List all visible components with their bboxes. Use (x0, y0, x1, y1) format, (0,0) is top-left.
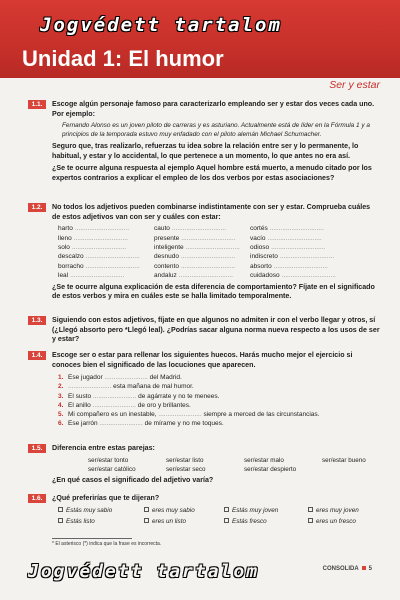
adjective-item: lleno ..... (58, 235, 154, 242)
option-item (224, 507, 308, 515)
item-number: 3. (58, 392, 64, 400)
blank-line: ........................ (99, 420, 143, 428)
item-number: 4. (58, 401, 64, 409)
option-item (224, 518, 308, 526)
checkbox-icon (224, 518, 229, 523)
fill-in-item (58, 382, 380, 391)
adjective-grid (58, 225, 380, 279)
exercise-text: ¿Se te ocurre alguna explicación de esta diferencia de comportamiento? Fíjate en el significado de estos verbos y mira en cuáles este se halla limitado temporalmente. (52, 282, 375, 301)
blank-line: ........................ (92, 392, 137, 400)
item-text: de oro y brillantes. (135, 401, 191, 409)
blank-line: ........................ (158, 411, 202, 418)
item-text: El anillo (68, 401, 93, 409)
section-subtitle: Ser y estar (329, 79, 380, 91)
option-item (144, 518, 224, 526)
footnote-divider (52, 538, 132, 539)
option-label: Estás fresco (232, 517, 267, 525)
pair-item: ser/estar listo (166, 456, 204, 464)
example-quote: Fernando Alonso es un joven piloto de carreras y es asturiano. Actualmente está de líder en la Fórmula 1 y a principios de la temporada estuvo muy enfadado con el piloto alemán Michael Schumacher. (62, 122, 370, 138)
page-number: 5 (368, 566, 372, 572)
exercise-1-6 (28, 494, 380, 526)
adjective-item: odioso ..... (250, 244, 346, 251)
fill-in-item (58, 401, 380, 410)
pairs-grid (88, 457, 380, 474)
option-label: eres un listo (152, 517, 186, 525)
item-text: siempre a merced de las circunstancias. (201, 411, 320, 418)
exercise-text: Seguro que, tras realizarlo, refuerzas tu idea sobre la relación entre ser y lo permanente, lo habitual, y estar y lo accidental, lo que pertenece a un momento, lo que antes no era así. (52, 142, 359, 160)
item-text: esta mañana de mal humor. (111, 383, 194, 391)
exercise-1-4 (28, 351, 380, 428)
item-text: del Madrid. (147, 374, 182, 382)
checkbox-icon (144, 518, 149, 523)
exercise-number: 1.5. (28, 444, 46, 453)
option-label: Estás listo (66, 517, 95, 525)
option-item (308, 518, 394, 526)
brand-label: CONSOLIDA (322, 566, 359, 572)
option-item (308, 507, 394, 515)
exercise-text: Escoge algún personaje famoso para caracterizarlo empleando ser y estar dos veces cada uno. Por ejemplo: (52, 100, 375, 118)
fill-in-list (58, 373, 380, 428)
checkbox-icon (308, 507, 313, 512)
adjective-item: absorto ..... (250, 263, 346, 270)
item-text: de mírame y no me toques. (142, 420, 224, 428)
item-text: Ese jugador (68, 374, 105, 382)
fill-in-item (58, 373, 380, 382)
option-label: Estás muy joven (232, 506, 279, 514)
option-label: Estás muy sabio (66, 506, 113, 514)
item-text: El susto (68, 392, 93, 400)
item-number: 6. (58, 420, 64, 428)
pair-item: ser/estar tonto (88, 456, 129, 464)
exercise-number: 1.4. (28, 351, 46, 360)
exercise-text: Escoge ser o estar para rellenar los siguientes huecos. Harás mucho mejor el ejercicio si conoces bien el significado de las locuciones que aparecen. (52, 351, 353, 369)
option-item (58, 507, 144, 515)
exercise-number: 1.6. (28, 494, 46, 503)
item-number: 5. (58, 411, 64, 418)
adjective-item: cuidadoso ..... (250, 272, 346, 279)
checkbox-icon (144, 507, 149, 512)
checkbox-icon (224, 507, 229, 512)
exercise-text: Siguiendo con estos adjetivos, fíjate en que algunos no admiten ir con el verbo llegar y otros, sí (¿Llegó absorto pero *Llegó leal). ¿Podrías sacar alguna norma nueva respecto a los usos de ser y estar? (52, 316, 380, 344)
adjective-item: vacío ..... (250, 235, 346, 242)
checkbox-icon (58, 518, 63, 523)
exercise-1-3 (28, 316, 380, 345)
page-title: Unidad 1: El humor (22, 46, 224, 71)
item-text: Mi compañero es un inestable, (68, 411, 159, 418)
adjective-item: andaluz ..... (154, 272, 250, 279)
exercise-number: 1.2. (28, 203, 46, 212)
exercise-1-2 (28, 203, 380, 302)
page-footer (323, 566, 372, 572)
fill-in-item (58, 392, 380, 401)
adjective-item: borracho ..... (58, 263, 154, 270)
adjective-item: harto ..... (58, 225, 154, 232)
watermark-bottom: Jogvédett tartalom (28, 561, 260, 582)
exercise-text: ¿Se te ocurre alguna respuesta al ejemplo Aquel hombre está muerto, a menudo citado por los expertos contrarios a explicar el empleo de los dos verbos por estas asociaciones? (52, 164, 372, 182)
item-text: Ese jarrón (68, 420, 100, 428)
exercise-text: ¿Qué preferirías que te dijeran? (52, 494, 160, 502)
adjective-item: indiscreto ..... (250, 253, 346, 260)
checkbox-icon (308, 518, 313, 523)
pair-item: ser/estar malo (244, 456, 284, 464)
fill-in-item (58, 410, 380, 419)
exercise-text: ¿En qué casos el significado del adjetivo varía? (52, 476, 214, 485)
blank-line: ........................ (68, 383, 112, 391)
checkbox-icon (58, 507, 63, 512)
pair-item: ser/estar bueno (322, 456, 366, 464)
adjective-item: cauto ..... (154, 225, 250, 232)
item-text: de agárrate y no te menees. (136, 392, 220, 400)
option-item (144, 507, 224, 515)
adjective-item: contento ..... (154, 263, 250, 270)
exercise-text: No todos los adjetivos pueden combinarse indistintamente con ser y estar. Comprueba cuáles de estos adjetivos van con ser y cuáles con estar: (52, 203, 371, 221)
adjective-item: inteligente ..... (154, 244, 250, 251)
blank-line: ........................ (104, 374, 148, 382)
footnote: * El asterisco (*) indica que la frase es incorrecta. (52, 541, 162, 547)
fill-in-item (58, 419, 380, 428)
watermark-top: Jogvédett tartalom (40, 14, 282, 36)
square-icon (362, 566, 366, 570)
options-grid (58, 507, 380, 526)
adjective-item: desnudo ..... (154, 253, 250, 260)
adjective-item: presente ..... (154, 235, 250, 242)
header-band (0, 0, 400, 78)
pair-item: ser/estar seco (166, 466, 206, 473)
option-label: eres muy joven (316, 506, 359, 514)
adjective-item: cortés ..... (250, 225, 346, 232)
option-label: eres un fresco (316, 517, 356, 525)
pair-item: ser/estar católico (88, 466, 136, 473)
exercise-number: 1.1. (28, 100, 46, 109)
exercise-text: Diferencia entre estas parejas: (52, 444, 155, 452)
item-number: 2. (58, 383, 64, 391)
blank-line: ........................ (92, 401, 136, 409)
exercise-1-1 (28, 100, 380, 183)
item-number: 1. (58, 374, 64, 382)
exercise-1-5 (28, 444, 380, 486)
option-item (58, 518, 144, 526)
adjective-item: descalzo ..... (58, 253, 154, 260)
adjective-item: solo ..... (58, 244, 154, 251)
pair-item: ser/estar despierto (244, 466, 297, 473)
exercise-number: 1.3. (28, 316, 46, 325)
option-label: eres muy sabio (152, 506, 195, 514)
adjective-item: leal ..... (58, 272, 154, 279)
